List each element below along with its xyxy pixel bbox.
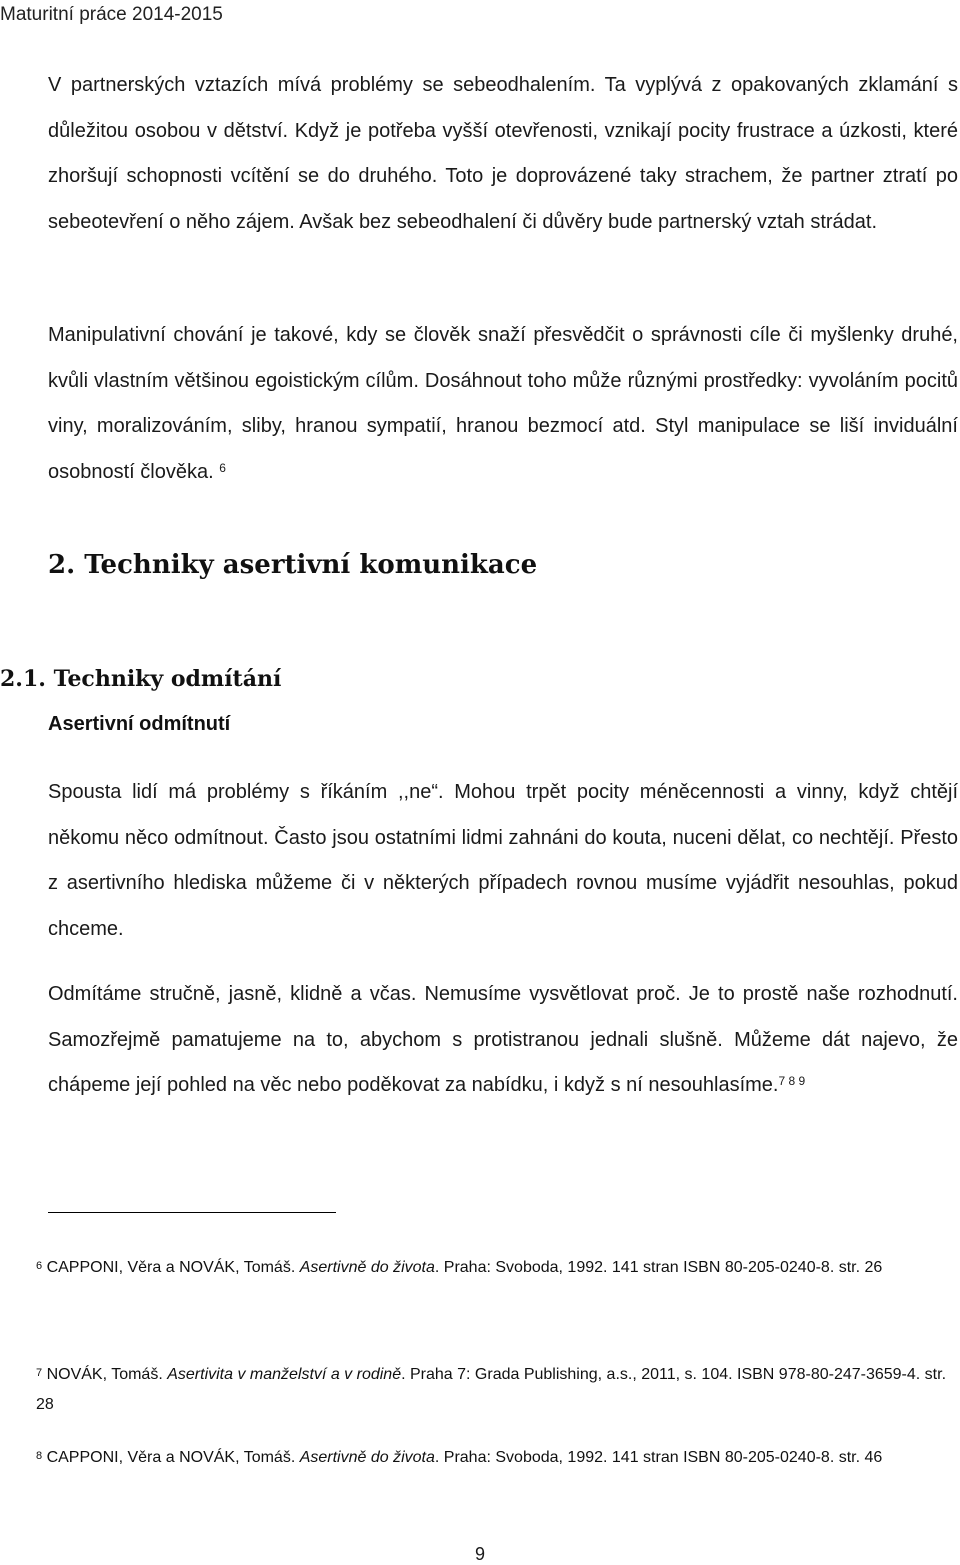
footnote-number: 6 — [36, 1260, 43, 1272]
page-number: 9 — [474, 1544, 485, 1564]
paragraph-manipulation — [48, 313, 958, 495]
paragraph-saying-no — [48, 770, 958, 952]
footnote-details: . Praha: Svoboda, 1992. 141 stran ISBN 80-205-0240-8. str. 46 — [434, 1449, 883, 1466]
footnote-details: . Praha 7: Grada Publishing, a.s., 2011, s. 104. ISBN 978-80-247-3659-4. str. 28 — [36, 1366, 947, 1413]
paragraph-refusing — [48, 972, 958, 1109]
footnote-separator — [48, 1212, 336, 1213]
paragraph-partner-relations — [48, 63, 958, 245]
footnote-details: . Praha: Svoboda, 1992. 141 stran ISBN 80-205-0240-8. str. 26 — [434, 1259, 883, 1276]
chapter-heading: 2. Techniky asertivní komunikace — [48, 550, 538, 580]
running-header: Maturitní práce 2014-2015 — [0, 4, 223, 25]
footnote-book-title: Asertivně do života — [299, 1259, 435, 1276]
footnote-authors: NOVÁK, Tomáš. — [46, 1366, 168, 1383]
footnote-references[interactable]: 7 8 9 — [778, 1074, 806, 1088]
footnote-book-title: Asertivita v manželství a v rodině — [167, 1366, 402, 1383]
footnote-8 — [36, 1443, 958, 1473]
footnote-number: 7 — [36, 1367, 43, 1379]
footnote-authors: CAPPONI, Věra a NOVÁK, Tomáš. — [46, 1259, 300, 1276]
footnote-7 — [36, 1360, 958, 1420]
subsection-heading: Asertivní odmítnutí — [48, 713, 231, 735]
footnote-6 — [36, 1253, 958, 1283]
paragraph-text: Spousta lidí má problémy s říkáním ,,ne“. Mohou trpět pocity méněcennosti a vinny, když chtějí někomu něco odmítnout. Často jsou ostatními lidmi zahnáni do kouta, nuceni dělat, co nechtějí. Přesto z asertivního hlediska můžeme či v některých případech rovnou musíme vyjádřit nesouhlas, pokud chceme. — [48, 781, 958, 940]
paragraph-text: V partnerských vztazích mívá problémy se sebeodhalením. Ta vyplývá z opakovaných zklamání s důležitou osobou v dětství. Když je potřeba vyšší otevřenosti, vznikají pocity frustrace a úzkosti, které zhoršují schopnosti vcítění se do druhého. Toto je doprovázené taky strachem, že partner ztratí po sebeotevření o něho zájem. Avšak bez sebeodhalení či důvěry bude partnerský vztah strádat. — [48, 74, 958, 233]
footnote-authors: CAPPONI, Věra a NOVÁK, Tomáš. — [46, 1449, 300, 1466]
footnote-number: 8 — [36, 1450, 43, 1462]
paragraph-text: Manipulativní chování je takové, kdy se člověk snaží přesvědčit o správnosti cíle či myšlenky druhé, kvůli vlastním většinou egoistickým cílům. Dosáhnout toho může různými prostředky: vyvoláním pocitů viny, moralizováním, sliby, hranou sympatií, hranou bezmocí atd. Styl manipulace se liší inviduální osobností člověka. — [48, 324, 958, 483]
footnote-reference[interactable]: 6 — [219, 460, 226, 475]
section-heading: 2.1. Techniky odmítání — [0, 666, 282, 692]
paragraph-text: Odmítáme stručně, jasně, klidně a včas. Nemusíme vysvětlovat proč. Je to prostě naše rozhodnutí. Samozřejmě pamatujeme na to, abychom s protistranou jednali slušně. Můžeme dát najevo, že chápeme její pohled na věc nebo poděkovat za nabídku, i když s ní nesouhlasíme. — [48, 983, 958, 1096]
footnote-book-title: Asertivně do života — [299, 1449, 435, 1466]
